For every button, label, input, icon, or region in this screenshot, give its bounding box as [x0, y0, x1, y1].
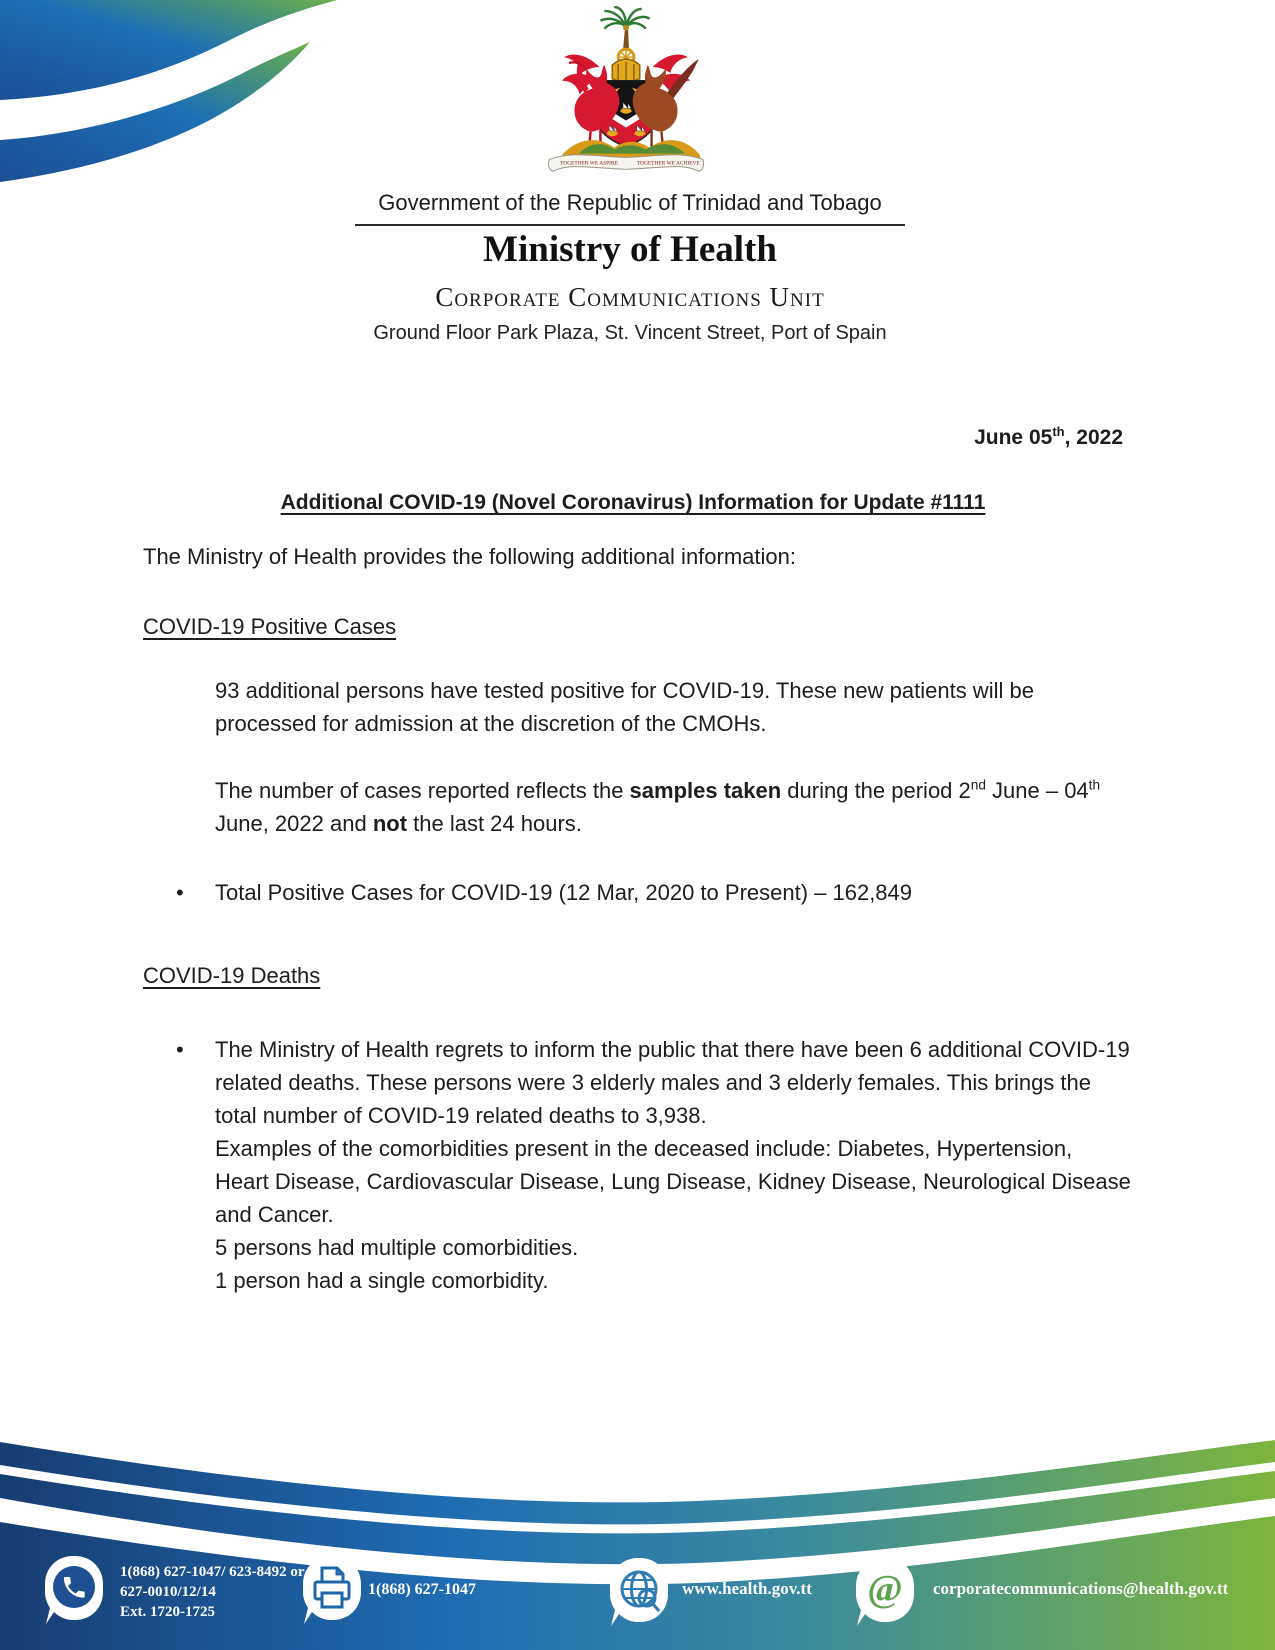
phone-icon [42, 1554, 106, 1626]
ministry-title: Ministry of Health [483, 229, 777, 270]
phone-line: Ext. 1720-1725 [120, 1604, 215, 1620]
fax-printer-icon [300, 1554, 364, 1626]
bullet-marker: • [176, 1037, 184, 1062]
positive-cases-paragraph-2: The number of cases reported reflects the samples taken during the period 2nd June – 04th June, 2022 and not the last 24 hours. [215, 777, 1101, 836]
email-address: corporatecommunications@health.gov.tt [933, 1579, 1229, 1598]
svg-text:@: @ [867, 1568, 903, 1610]
total-positive-cases-bullet: Total Positive Cases for COVID-19 (12 Mar, 2020 to Present) – 162,849 [215, 880, 913, 905]
coat-of-arms [537, 6, 717, 188]
address-line: Ground Floor Park Plaza, St. Vincent Street, Port of Spain [373, 322, 887, 344]
multiple-comorbidities-line: 5 persons had multiple comorbidities. [215, 1235, 579, 1260]
deaths-paragraph: The Ministry of Health regrets to inform the public that there have been 6 additional COVID-19 related deaths. These persons were 3 elderly males and 3 elderly females. This brings the total number of COVID-19 related deaths to 3,938. [215, 1037, 1130, 1128]
deaths-bullet-block [215, 1033, 1131, 1297]
header-wave-decoration [0, 0, 345, 195]
positive-cases-paragraph-1: 93 additional persons have tested positive for COVID-19. These new patients will be processed for admission at the discretion of the CMOHs. [215, 678, 1034, 736]
single-comorbidity-line: 1 person had a single comorbidity. [215, 1268, 549, 1293]
date-line: June 05th, 2022 [974, 424, 1123, 449]
wave-upper-band [0, 0, 337, 100]
positive-cases-heading: COVID-19 Positive Cases [143, 614, 397, 639]
government-line: Government of the Republic of Trinidad and Tobago [355, 190, 905, 226]
phone-numbers [120, 1562, 305, 1622]
helm-crown [612, 59, 640, 83]
unit-line: Corporate Communications Unit [435, 282, 825, 312]
motto-left: TOGETHER WE ASPIRE [560, 160, 618, 167]
bullet-marker: • [176, 880, 184, 905]
palm-tree-crest [600, 7, 649, 49]
website-url: www.health.gov.tt [682, 1579, 812, 1598]
deaths-heading: COVID-19 Deaths [143, 963, 321, 988]
document-title: Additional COVID-19 (Novel Coronavirus) Information for Update #1111 [280, 491, 986, 514]
globe-web-icon [607, 1556, 671, 1628]
phone-line: 627-0010/12/14 [120, 1584, 216, 1600]
intro-paragraph: The Ministry of Health provides the following additional information: [143, 544, 796, 569]
fax-number: 1(868) 627-1047 [368, 1581, 476, 1598]
comorbidities-paragraph: Examples of the comorbidities present in the deceased include: Diabetes, Hypertension, Heart Disease, Cardiovascular Disease, Lung Disease, Kidney Disease, Neurological Disease and Cancer. [215, 1136, 1131, 1227]
phone-line: 1(868) 627-1047/ 623-8492 or [120, 1564, 305, 1580]
motto-right: TOGETHER WE ACHIEVE [636, 160, 700, 167]
motto-scroll [549, 155, 704, 172]
email-at-icon [853, 1556, 917, 1628]
